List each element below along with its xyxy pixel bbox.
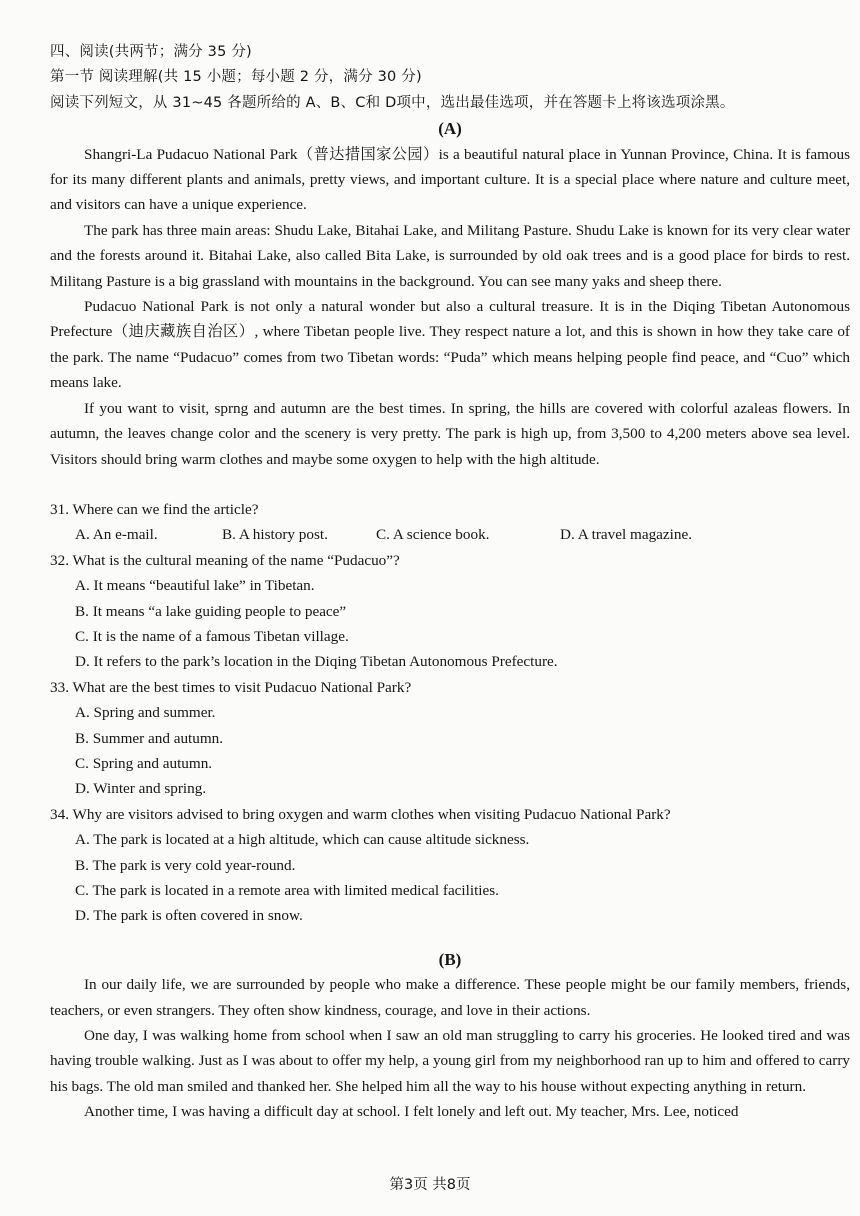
- passage-a-paragraph: The park has three main areas: Shudu Lake, Bitahai Lake, and Militang Pasture. Shudu Lake is known for its very clear water and the forests around it. Bitahai Lake, also called Bita Lake, is surrounded by old oak trees and is a good place for birds to rest. Militang Pasture is a big grassland with mountains in the background. You can see many yaks and sheep there.: [50, 221, 850, 290]
- option-c: C. It is the name of a famous Tibetan village.: [75, 627, 349, 645]
- option-b: B. The park is very cold year-round.: [75, 856, 296, 874]
- option-c: C. Spring and autumn.: [75, 754, 213, 772]
- question-31: [50, 497, 850, 548]
- option-a: A. An e-mail.: [75, 526, 158, 544]
- option-d: D. The park is often covered in snow.: [75, 907, 303, 925]
- option-a: A. Spring and summer.: [75, 704, 216, 722]
- option-b: B. A history post.: [222, 526, 328, 544]
- question-34: [50, 802, 850, 929]
- option-row: [50, 522, 850, 547]
- question-stem: 33. What are the best times to visit Pudacuo National Park?: [50, 678, 412, 696]
- question-stem: 32. What is the cultural meaning of the name “Pudacuo”?: [50, 551, 400, 569]
- subsection-heading: 第一节 阅读理解(共 15 小题；每小题 2 分，满分 30 分): [50, 69, 422, 86]
- option-b: B. Summer and autumn.: [75, 729, 224, 747]
- question-33: [50, 675, 850, 802]
- section-heading: 四、阅读(共两节；满分 35 分): [50, 44, 252, 60]
- option-b: B. It means “a lake guiding people to peace”: [75, 602, 347, 620]
- option-a: A. It means “beautiful lake” in Tibetan.: [75, 577, 315, 595]
- option-c: C. The park is located in a remote area with limited medical facilities.: [75, 882, 499, 899]
- passage-b-paragraph: Another time, I was having a difficult day at school. I felt lonely and left out. My teacher, Mrs. Lee, noticed: [84, 1103, 739, 1121]
- exam-page: [50, 40, 850, 1125]
- option-a: A. The park is located at a high altitude, which can cause altitude sickness.: [75, 831, 530, 849]
- question-stem: 31. Where can we find the article?: [50, 500, 259, 518]
- passage-a-paragraph: If you want to visit, sprng and autumn are the best times. In spring, the hills are covered with colorful azaleas flowers. In autumn, the leaves change color and the scenery is very pretty. The park is high up, from 3,500 to 4,200 meters above sea level. Visitors should bring warm clothes and maybe some oxygen to help with the high altitude.: [50, 399, 850, 468]
- option-d: D. Winter and spring.: [75, 780, 207, 798]
- passage-b-paragraph: In our daily life, we are surrounded by people who make a difference. These people might be our family members, friends, teachers, or even strangers. They often show kindness, courage, and love in their actions.: [50, 976, 850, 1019]
- passage-a-paragraph: Pudacuo National Park is not only a natural wonder but also a cultural treasure. It is in the Diqing Tibetan Autonomous Prefecture（迪庆藏族自治区）, where Tibetan people live. They respect nature a lot, and this is shown in how they take care of the park. The name “Pudacuo” comes from two Tibetan words: “Puda” which means helping people find peace, and “Cuo” which means lake.: [50, 298, 850, 392]
- instructions: 阅读下列短文，从 31~45 各题所给的 A、B、C和 D项中，选出最佳选项，并在答题卡上将该选项涂黑。: [50, 94, 735, 111]
- passage-a-paragraph: Shangri-La Pudacuo National Park（普达措国家公园）is a beautiful natural place in Yunnan Province, China. It is famous for its many different plants and animals, pretty views, and important culture. It is a special place where nature and culture meet, and visitors can have a unique experience.: [50, 145, 850, 214]
- option-d: D. A travel magazine.: [560, 526, 692, 544]
- page-number: 第3页 共8页: [389, 1177, 471, 1193]
- passage-b-title: (B): [438, 949, 462, 969]
- question-stem: 34. Why are visitors advised to bring oxygen and warm clothes when visiting Pudacuo National Park?: [50, 805, 671, 823]
- question-32: [50, 548, 850, 675]
- option-d: D. It refers to the park’s location in the Diqing Tibetan Autonomous Prefecture.: [75, 653, 558, 671]
- passage-b-paragraph: One day, I was walking home from school when I saw an old man struggling to carry his groceries. He looked tired and was having trouble walking. Just as I was about to offer my help, a young girl from my neighborhood ran up to him and offered to carry his bags. The old man smiled and thanked her. She helped him all the way to his house without expecting anything in return.: [50, 1027, 850, 1095]
- option-c: C. A science book.: [376, 526, 490, 544]
- passage-a-title: (A): [438, 119, 462, 139]
